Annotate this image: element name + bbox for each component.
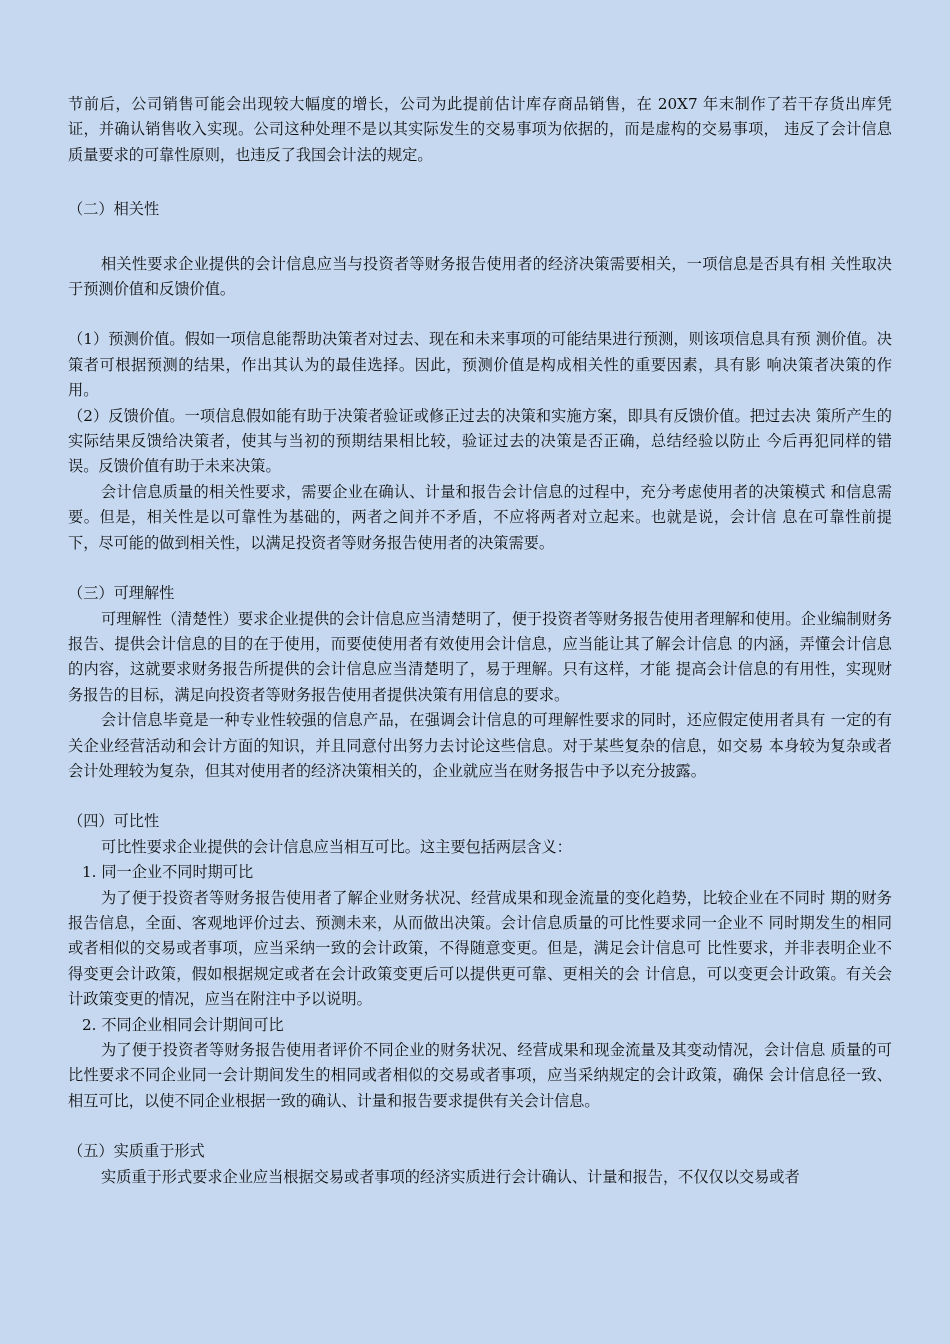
- comparability-paragraph-1: 可比性要求企业提供的会计信息应当相互可比。这主要包括两层含义：: [101, 837, 572, 856]
- section-heading-comparability: （四）可比性: [68, 812, 160, 831]
- understandability-paragraph-2: 会计信息毕竟是一种专业性较强的信息产品，在强调会计信息的可理解性要求的同时，还应假定使用者具有 一定的有关企业经营活动和会计方面的知识，并且同意付出努力去讨论这些信息。对于某些复杂的信息，如交易 本身较为复杂或者会计处理较为复杂，但其对使用者的经济决策相关的，企业就应当在财务报告中予以充分披露。: [68, 711, 892, 780]
- understandability-paragraph-1: 可理解性（清楚性）要求企业提供的会计信息应当清楚明了，便于投资者等财务报告使用者理解和使用。企业编制财务报告、提供会计信息的目的在于使用，而要使使用者有效使用会计信息，应当能让其了解会计信息 的内涵，弄懂会计信息的内容，这就要求财务报告所提供的会计信息应当清楚明了，易于理解。只有这样，才能 提高会计信息的有用性，实现财务报告的目标，满足向投资者等财务报告使用者提供决策有用信息的要求。: [68, 609, 892, 704]
- comparability-item-2: 2. 不同企业相同会计期间可比: [82, 1015, 284, 1034]
- relevance-paragraph-1: 相关性要求企业提供的会计信息应当与投资者等财务报告使用者的经济决策需要相关，一项信息是否具有相 关性取决于预测价值和反馈价值。: [68, 254, 892, 299]
- section-heading-substance: （五）实质重于形式: [68, 1142, 205, 1161]
- intro-paragraph: 节前后，公司销售可能会出现较大幅度的增长，公司为此提前估计库存商品销售，在 20X7 年末制作了若干存货出库凭证，并确认销售收入实现。公司这种处理不是以其实际发生的交易事项为依据的，而是虚构的交易事项， 违反了会计信息质量要求的可靠性原则，也违反了我国会计法的规定。: [68, 95, 892, 164]
- comparability-paragraph-3: 为了便于投资者等财务报告使用者评价不同企业的财务状况、经营成果和现金流量及其变动情况，会计信息 质量的可比性要求不同企业同一会计期间发生的相同或者相似的交易或者事项，应当采纳规定的会计政策，确保 会计信息径一致、相互可比，以使不同企业根据一致的确认、计量和报告要求提供有关会计信息。: [68, 1041, 892, 1110]
- relevance-predictive-value: （1）预测价值。假如一项信息能帮助决策者对过去、现在和未来事项的可能结果进行预测，则该项信息具有预 测价值。决策者可根据预测的结果，作出其认为的最佳选择。因此，预测价值是构成相关性的重要因素，具有影 响决策者决策的作用。: [68, 330, 892, 400]
- relevance-paragraph-4: 会计信息质量的相关性要求，需要企业在确认、计量和报告会计信息的过程中，充分考虑使用者的决策模式 和信息需要。但是，相关性是以可靠性为基础的，两者之间并不矛盾，不应将两者对立起来。也就是说，会计信 息在可靠性前提下，尽可能的做到相关性，以满足投资者等财务报告使用者的决策需要。: [68, 482, 892, 552]
- relevance-feedback-value: （2）反馈价值。一项信息假如能有助于决策者验证或修正过去的决策和实施方案，即具有反馈价值。把过去决 策所产生的实际结果反馈给决策者，使其与当初的预期结果相比较，验证过去的决策是否正确，总结经验以防止 今后再犯同样的错误。反馈价值有助于未来决策。: [68, 406, 892, 476]
- section-heading-understandability: （三）可理解性: [68, 584, 175, 603]
- comparability-item-1: 1. 同一企业不同时期可比: [82, 863, 254, 882]
- document-page: [68, 92, 892, 1190]
- substance-paragraph-1: 实质重于形式要求企业应当根据交易或者事项的经济实质进行会计确认、计量和报告，不仅仅以交易或者: [101, 1167, 800, 1186]
- comparability-paragraph-2: 为了便于投资者等财务报告使用者了解企业财务状况、经营成果和现金流量的变化趋势，比较企业在不同时 期的财务报告信息，全面、客观地评价过去、预测未来，从而做出决策。会计信息质量的可比性要求同一企业不 同时期发生的相同或者相似的交易或者事项，应当采纳一致的会计政策，不得随意变更。但是，满足会计信息可 比性要求，并非表明企业不得变更会计政策，假如根据规定或者在会计政策变更后可以提供更可靠、更相关的会 计信息，可以变更会计政策。有关会计政策变更的情况，应当在附注中予以说明。: [68, 888, 892, 1009]
- section-heading-relevance: （二）相关性: [68, 200, 160, 219]
